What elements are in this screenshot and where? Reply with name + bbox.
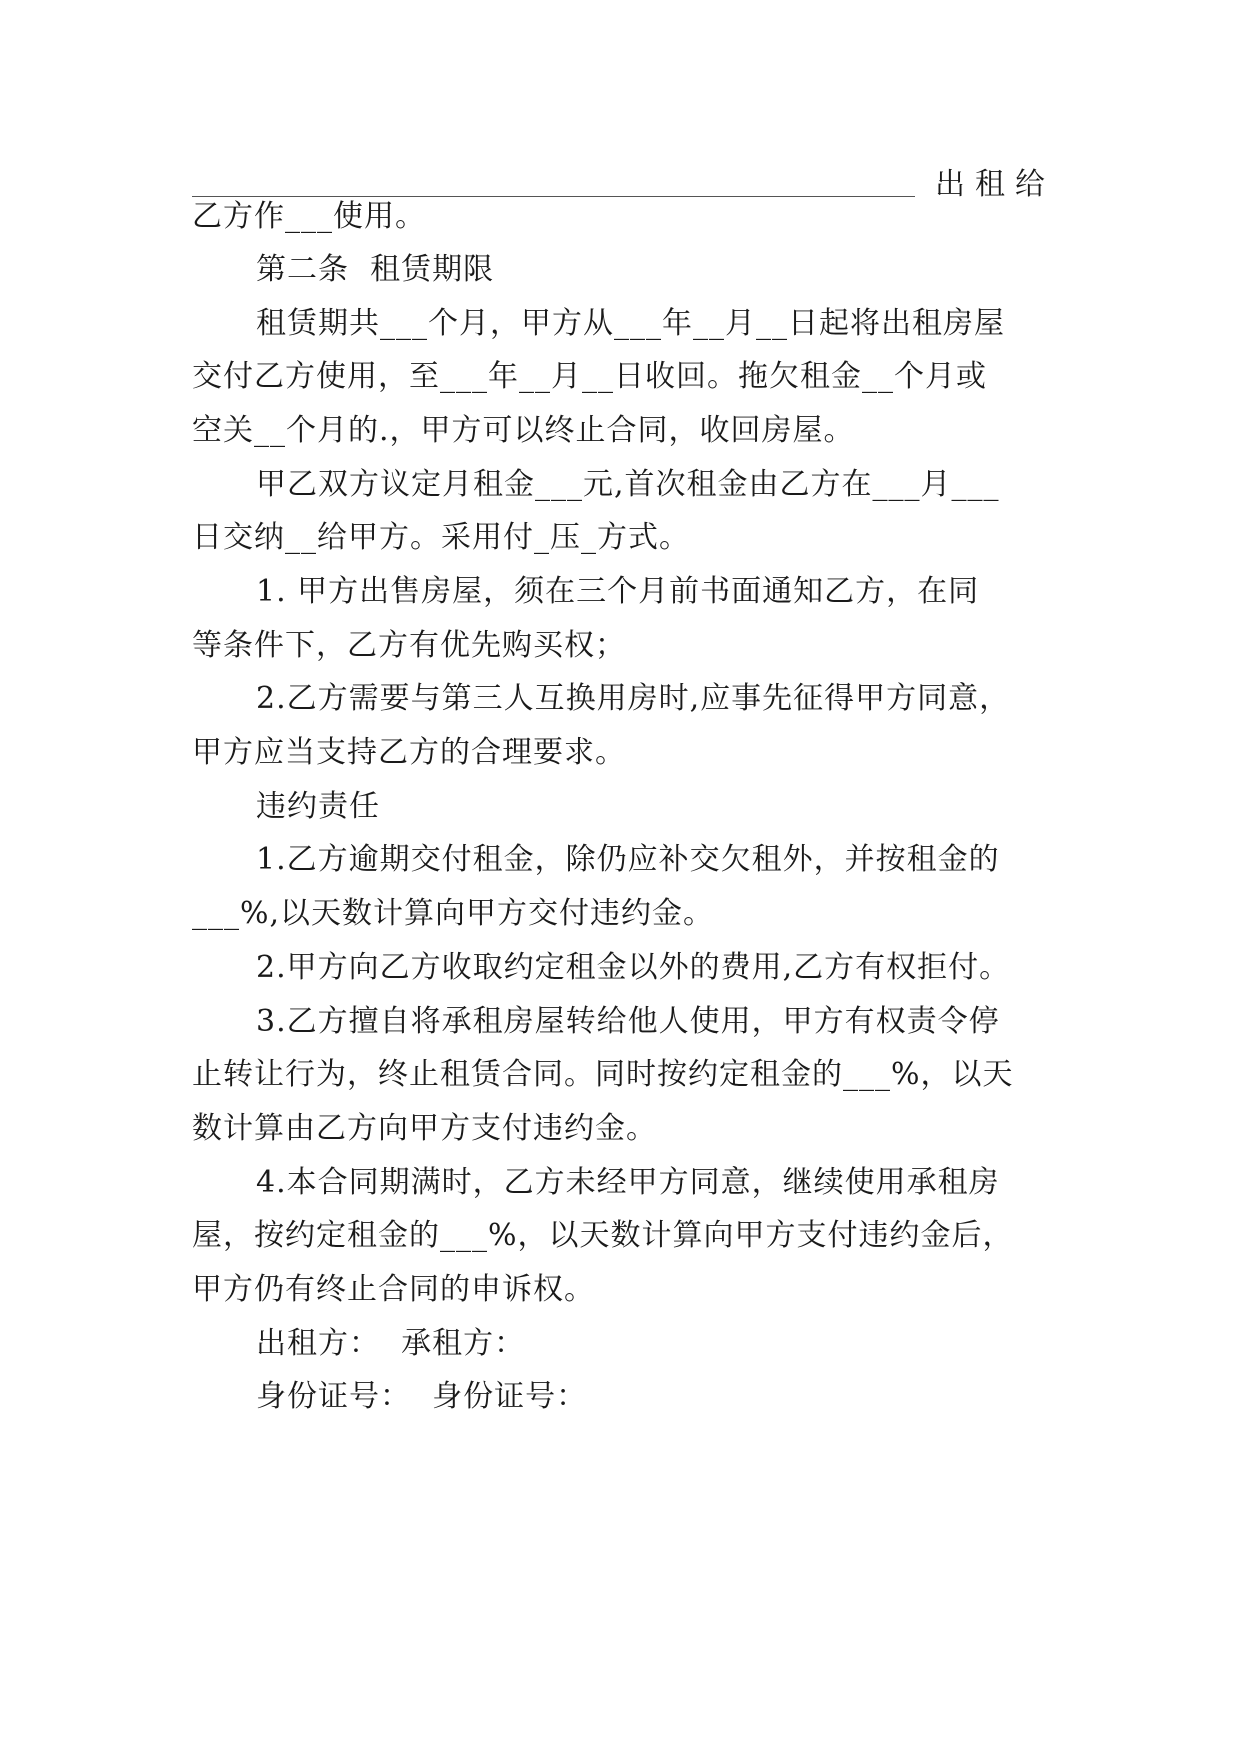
text-line: 出租给 bbox=[935, 167, 1055, 202]
text-line: 2.甲方向乙方收取约定租金以外的费用,乙方有权拒付。 bbox=[256, 950, 1011, 985]
text-line: 止转让行为，终止租赁合同。同时按约定租金的___%，以天 bbox=[192, 1057, 1014, 1092]
text-line: 甲乙双方议定月租金___元,首次租金由乙方在___月___ bbox=[256, 467, 1000, 502]
text-line: ___%,以天数计算向甲方交付违约金。 bbox=[192, 896, 715, 931]
text-line: 屋，按约定租金的___%，以天数计算向甲方支付违约金后， bbox=[192, 1218, 1014, 1253]
text-line: 租赁期共___个月，甲方从___年__月__日起将出租房屋 bbox=[256, 306, 1005, 341]
text-line: 1.乙方逾期交付租金，除仍应补交欠租外，并按租金的 bbox=[256, 842, 1000, 877]
text-line: 交付乙方使用，至___年__月__日收回。拖欠租金__个月或 bbox=[192, 359, 987, 394]
text-line: 数计算由乙方向甲方支付违约金。 bbox=[192, 1111, 657, 1146]
text-line: 2.乙方需要与第三人互换用房时,应事先征得甲方同意， bbox=[256, 681, 1011, 716]
text-line: 甲方仍有终止合同的申诉权。 bbox=[192, 1272, 595, 1307]
signature-labels: 出租方： 承租方： bbox=[256, 1326, 526, 1361]
text-line: 1. 甲方出售房屋，须在三个月前书面通知乙方，在同 bbox=[256, 574, 980, 609]
section-heading: 违约责任 bbox=[256, 789, 380, 824]
text-line: 乙方作___使用。 bbox=[192, 199, 426, 234]
text-line: 日交纳__给甲方。采用付_压_方式。 bbox=[192, 520, 690, 555]
text-line: 等条件下，乙方有优先购买权； bbox=[192, 628, 626, 663]
text-line: 空关__个月的.，甲方可以终止合同，收回房屋。 bbox=[192, 413, 855, 448]
section-heading: 第二条 租赁期限 bbox=[256, 252, 495, 287]
text-line: 4.本合同期满时，乙方未经甲方同意，继续使用承租房 bbox=[256, 1165, 1000, 1200]
text-line: 甲方应当支持乙方的合理要求。 bbox=[192, 735, 626, 770]
id-number-labels: 身份证号： 身份证号： bbox=[256, 1379, 588, 1414]
text-line: 3.乙方擅自将承租房屋转给他人使用，甲方有权责令停 bbox=[256, 1004, 1000, 1039]
